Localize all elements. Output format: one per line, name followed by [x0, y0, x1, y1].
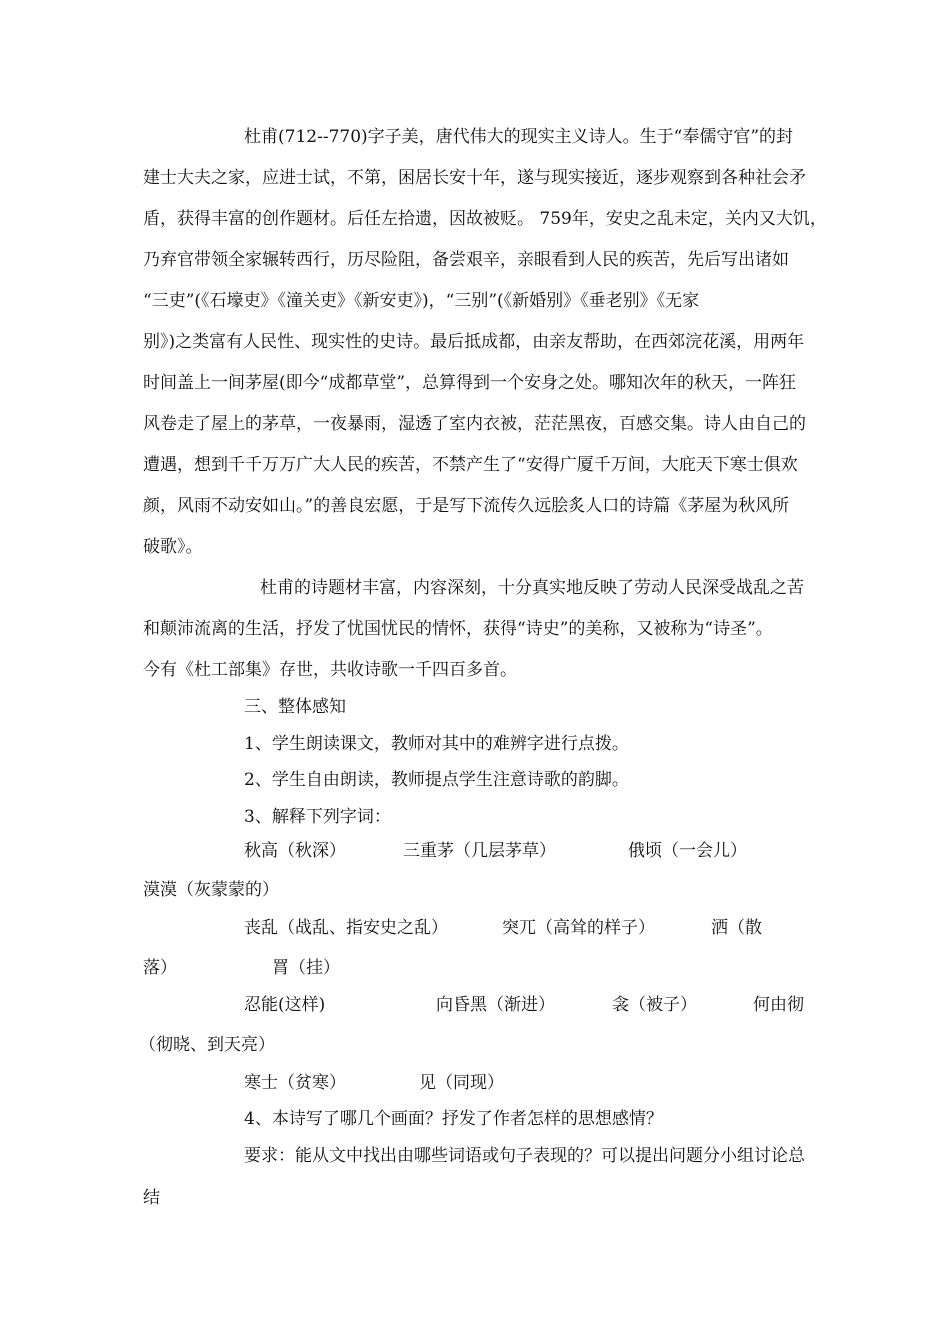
vocab-item: 见（同现）	[419, 1073, 504, 1093]
paragraph-1-line-6: 别》)之类富有人民性、现实性的史诗。最后抵成都，由亲友帮助，在西郊浣花溪，用两年	[143, 332, 805, 352]
paragraph-2-line-2: 和颠沛流离的生活，抒发了忧国忧民的情怀，获得“诗史”的美称，又被称为“诗圣”。	[143, 619, 773, 639]
vocab-item: 向昏黑（渐进）	[436, 995, 555, 1015]
vocab-item: 何由彻	[753, 995, 804, 1015]
vocab-item: 落）	[143, 958, 177, 978]
vocab-item: 洒（散	[711, 918, 762, 938]
list-item-3: 3、解释下列字词：	[244, 807, 391, 827]
paragraph-2-line-1: 杜甫的诗题材丰富，内容深刻，十分真实地反映了劳动人民深受战乱之苦	[260, 578, 804, 598]
requirement-line-2: 结	[143, 1188, 160, 1208]
paragraph-1-line-11: 破歌》。	[143, 537, 203, 557]
list-item-1: 1、学生朗读课文，教师对其中的难辨字进行点拨。	[244, 734, 629, 754]
vocab-item: （彻晓、到天亮）	[139, 1035, 275, 1055]
paragraph-1-line-8: 风卷走了屋上的茅草，一夜暴雨，湿透了室内衣被，茫茫黑夜，百感交集。诗人由自己的	[143, 414, 806, 434]
list-item-4: 4、本诗写了哪几个画面？抒发了作者怎样的思想感情？	[244, 1109, 663, 1129]
paragraph-1-line-1: 杜甫(712--770)字子美，唐代伟大的现实主义诗人。生于“奉儒守官”的封	[244, 127, 794, 147]
vocab-item: 秋高（秋深）	[244, 841, 346, 861]
paragraph-1-line-10: 颜，风雨不动安如山。”的善良宏愿，于是写下流传久远脍炙人口的诗篇《茅屋为秋风所	[143, 496, 790, 516]
vocab-item: 罥（挂）	[272, 958, 340, 978]
vocab-item: 衾（被子）	[612, 995, 697, 1015]
paragraph-1-line-4: 乃弃官带领全家辗转西行，历尽险阻，备尝艰辛，亲眼看到人民的疾苦，先后写出诸如	[143, 250, 789, 270]
paragraph-2-line-3: 今有《杜工部集》存世，共收诗歌一千四百多首。	[143, 660, 517, 680]
vocab-item: 忍能(这样)	[244, 995, 326, 1015]
paragraph-1-line-5: “三吏”(《石壕吏》《潼关吏》《新安吏》)，“三别”(《新婚别》《垂老别》《无家	[143, 291, 700, 311]
paragraph-1-line-2: 建士大夫之家，应进士试，不第，困居长安十年，遂与现实接近，逐步观察到各种社会矛	[143, 168, 806, 188]
vocab-item: 突兀（高耸的样子）	[502, 918, 655, 938]
paragraph-1-line-9: 遭遇，想到千千万万广大人民的疾苦，不禁产生了“安得广厦千万间，大庇天下寒士俱欢	[143, 455, 798, 475]
vocab-item: 寒士（贫寒）	[244, 1073, 346, 1093]
vocab-item: 丧乱（战乱、指安史之乱）	[244, 918, 448, 938]
paragraph-1-line-7: 时间盖上一间茅屋(即今“成都草堂”，总算得到一个安身之处。哪知次年的秋天，一阵狂	[143, 373, 797, 393]
list-item-2: 2、学生自由朗读，教师提点学生注意诗歌的韵脚。	[244, 770, 629, 790]
section-heading: 三、整体感知	[244, 697, 346, 717]
requirement-line-1: 要求：能从文中找出由哪些词语或句子表现的？可以提出问题分小组讨论总	[244, 1146, 805, 1166]
paragraph-1-line-3: 盾，获得丰富的创作题材。后任左拾遗，因故被贬。 759年，安史之乱未定，关内又大饥，	[143, 209, 827, 229]
vocab-item: 俄顷（一会儿）	[628, 841, 747, 861]
vocab-item: 三重茅（几层茅草）	[403, 841, 556, 861]
vocab-item: 漠漠（灰蒙蒙的）	[143, 880, 279, 900]
